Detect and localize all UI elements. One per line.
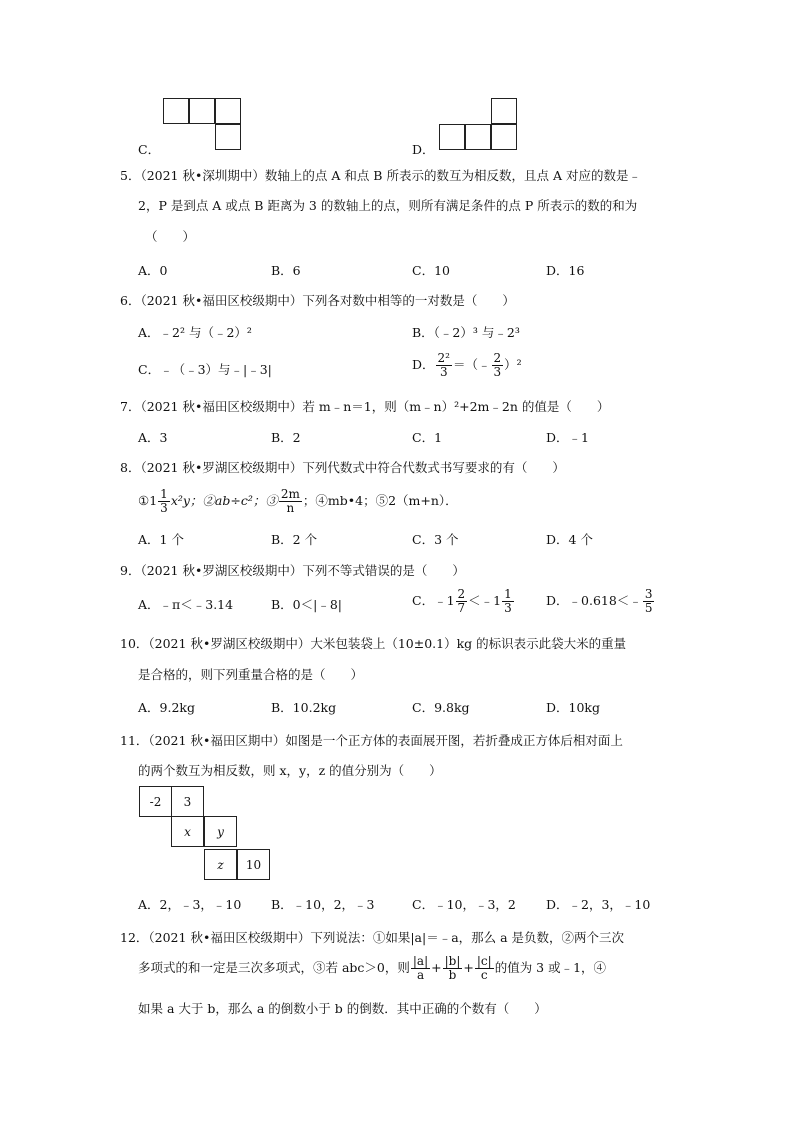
q9-option-c [412,588,515,615]
fraction-denominator: 7 [457,601,466,615]
q9-option-a: A．﹣π＜﹣3.14 [138,597,234,612]
fraction-denominator: n [286,501,295,515]
net-d-square [491,124,517,150]
q5-option-b: B．6 [271,263,301,278]
q10-option-a: A．9.2kg [138,700,195,715]
q8-item1-fraction [158,488,170,515]
net-c-square [215,124,241,150]
q12-line2-text: 多项式的和一定是三次多项式，③若 abc＞0，则 [138,960,410,975]
fraction-numerator: |c| [476,954,492,968]
q7-option-a: A．3 [138,430,168,445]
q10-option-c: C．9.8kg [412,700,470,715]
fraction-denominator: 3 [439,365,448,379]
fraction-numerator: 2 [457,587,466,601]
q6-option-a: A．﹣2² 与（﹣2）² [138,325,252,340]
q12-fraction-a [411,955,430,982]
q5-option-d: D．16 [546,263,585,278]
fraction-denominator: c [480,968,488,982]
q11-option-b: B．﹣10，2，﹣3 [271,897,375,912]
fraction-numerator: 2m [280,487,300,501]
q11-option-a: A．2，﹣3，﹣10 [138,897,242,912]
q7-option-b: B．2 [271,430,301,445]
q8-option-a: A．1 个 [138,532,184,547]
q9-option-d [546,588,655,615]
q12-fraction-b [443,955,463,982]
q8-stem: 8．（2021 秋•罗湖区校级期中）下列代数式中符合代数式书写要求的有（ ） [120,460,565,475]
q4-option-c: C． [138,142,161,157]
fraction-denominator: 3 [504,601,512,615]
plus-sign: + [463,960,474,975]
q7-option-c: C．1 [412,430,443,445]
fraction-denominator: 3 [493,365,502,379]
q8-items [138,488,458,515]
net-d-square [491,98,517,124]
fraction-numerator: |a| [412,954,429,968]
fraction-numerator: 1 [504,587,512,601]
q6-d-label: D． [412,357,435,372]
q8-item3-fraction [279,488,302,515]
q7-stem: 7．（2021 秋•福田区校级期中）若 m﹣n＝1，则（m﹣n）²+2m﹣2n 的值是（ ） [120,399,610,414]
q11-line1: 11．（2021 秋•福田区期中）如图是一个正方体的表面展开图，若折叠成正方体后相对面上 [120,733,623,748]
q10-option-d: D．10kg [546,700,601,715]
q5-option-a: A．0 [138,263,168,278]
fraction-numerator: 3 [644,587,653,601]
q9-c-fraction1 [456,588,468,615]
q11-option-c: C．﹣10，﹣3，2 [412,897,516,912]
q10-line2: 是合格的，则下列重量合格的是（ ） [138,667,364,682]
q9-d-fraction [643,588,655,615]
q10-line1: 10．（2021 秋•罗湖区校级期中）大米包装袋上（10±0.1）kg 的标识表示此袋大米的重量 [120,636,627,651]
q9-d-pre: D．﹣0.618＜﹣ [546,593,642,608]
net-d-square [439,124,465,150]
q6-option-b: B．（﹣2）³ 与﹣2³ [412,325,520,340]
q12-fraction-c [475,955,494,982]
q9-option-b: B．0＜|﹣8| [271,597,343,612]
q5-option-c: C．10 [412,263,450,278]
net-c-square [215,98,241,124]
net-cell: z [204,849,237,880]
q11-option-d: D．﹣2，3，﹣10 [546,897,651,912]
q5-line2: 2，P 是到点 A 或点 B 距离为 3 的数轴上的点，则所有满足条件的点 P 所表示的数的和为 [138,198,638,213]
fraction-denominator: a [416,968,425,982]
q12-line2 [138,955,606,982]
net-c-square [189,98,215,124]
q6-d-fraction2 [492,352,504,379]
q9-c-mid: ＜﹣1 [468,593,502,608]
fraction-numerator: 2² [437,351,450,365]
q7-option-d: D．﹣1 [546,430,589,445]
q9-stem: 9．（2021 秋•罗湖区校级期中）下列不等式错误的是（ ） [120,563,465,578]
q6-stem: 6．（2021 秋•福田区校级期中）下列各对数中相等的一对数是（ ） [120,293,515,308]
q8-item1-pre: ①1 [138,493,158,508]
fraction-numerator: |b| [444,954,461,968]
q8-item1-post: x²y；②ab÷c²；③ [170,493,278,508]
q6-option-c: C．﹣（﹣3）与﹣|﹣3| [138,362,272,377]
fraction-numerator: 1 [160,487,168,501]
q6-d-fraction1 [436,352,452,379]
fraction-numerator: 2 [493,351,502,365]
q8-option-d: D．4 个 [546,532,593,547]
q4-option-d: D． [412,142,435,157]
q9-c-pre: C．﹣1 [412,593,455,608]
net-cell: y [204,816,237,847]
q8-option-b: B．2 个 [271,532,318,547]
q8-item-rest: ；④mb•4；⑤2（m+n）． [302,493,458,508]
q5-line1: 5．（2021 秋•深圳期中）数轴上的点 A 和点 B 所表示的数互为相反数，且点 A 对应的数是﹣ [120,168,641,183]
q8-option-c: C．3 个 [412,532,459,547]
q5-line3: （ ） [145,229,196,244]
net-cell: x [171,816,204,847]
q6-d-mid: ＝（﹣ [452,357,491,372]
q11-line2: 的两个数互为相反数，则 x，y，z 的值分别为（ ） [138,763,442,778]
q6-d-tail: ）² [504,357,522,372]
fraction-denominator: b [448,968,457,982]
q12-line3: 如果 a 大于 b，那么 a 的倒数小于 b 的倒数．其中正确的个数有（ ） [138,1001,547,1016]
q12-line1: 12．（2021 秋•福田区校级期中）下列说法：①如果|a|＝﹣a，那么 a 是负数，②两个三次 [120,930,625,945]
net-c-square [163,98,189,124]
q12-line2-tail: 的值为 3 或﹣1，④ [494,960,607,975]
fraction-denominator: 3 [160,501,168,515]
q6-option-d [412,352,522,379]
plus-sign: + [431,960,442,975]
net-cell: -2 [139,786,172,817]
fraction-denominator: 5 [644,601,653,615]
q10-option-b: B．10.2kg [271,700,337,715]
net-d-square [465,124,491,150]
net-cell: 3 [171,786,204,817]
q9-c-fraction2 [502,588,514,615]
net-cell: 10 [237,849,270,880]
